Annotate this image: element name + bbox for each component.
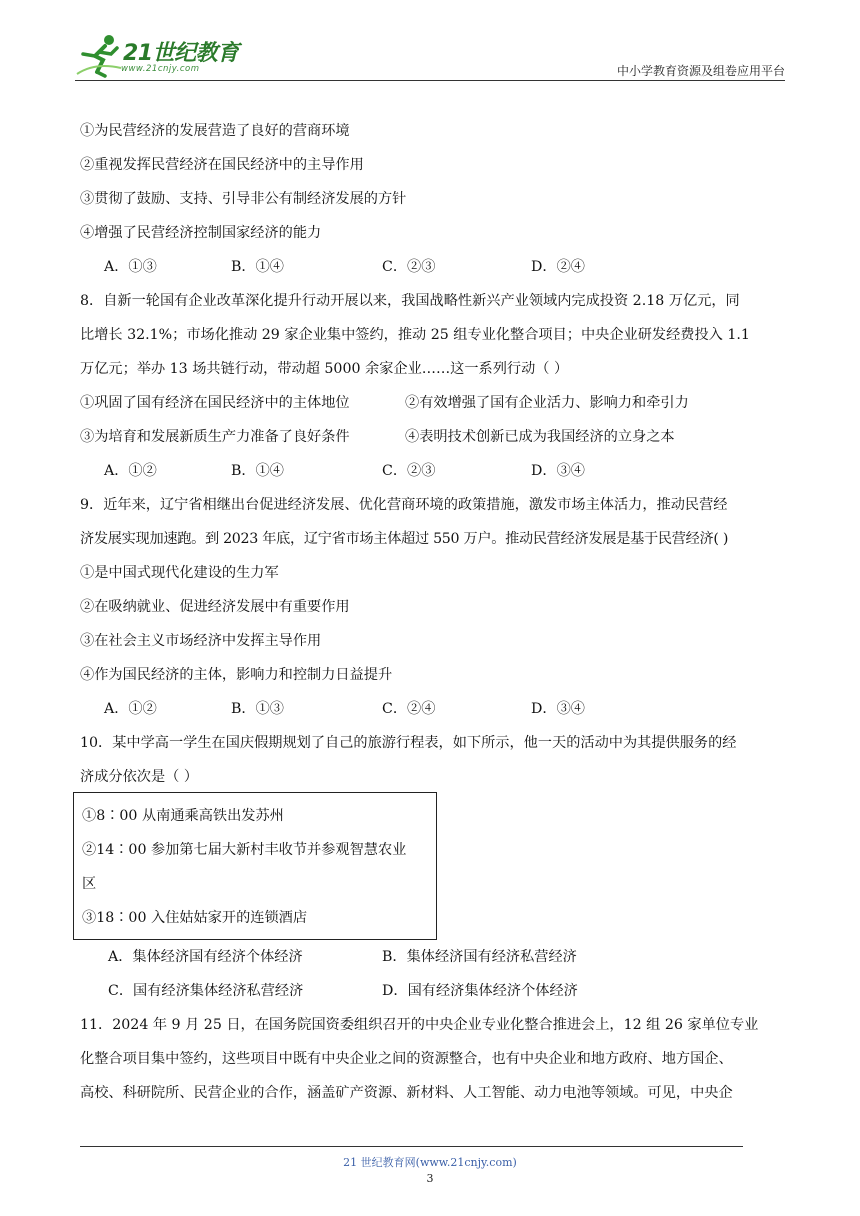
q9-option-c: C．②④ xyxy=(382,701,436,717)
q8-option-b: B．①④ xyxy=(231,463,284,479)
q10-option-b: B．集体经济国有经济私营经济 xyxy=(382,949,577,965)
footer-website[interactable]: 21 世纪教育网(www.21cnjy.com) xyxy=(343,1156,517,1169)
q8-statement-4: ④表明技术创新已成为我国经济的立身之本 xyxy=(405,429,675,445)
q8-option-c: C．②③ xyxy=(382,463,436,479)
platform-title: 中小学教育资源及组卷应用平台 xyxy=(616,64,785,78)
itinerary-item-2: ②14∶00 参加第七届大新村丰收节并参观智慧农业 xyxy=(82,842,407,858)
q9-statement-4: ④作为国民经济的主体，影响力和控制力日益提升 xyxy=(80,667,393,683)
runner-logo-icon xyxy=(75,32,125,78)
q7-option-a: A．①③ xyxy=(104,259,157,275)
q8-stem-line-2: 比增长 32.1%；市场化推动 29 家企业集中签约，推动 25 组专业化整合项目；中央企业研发经费投入 1.1 xyxy=(80,327,750,343)
q9-option-a: A．①② xyxy=(104,701,157,717)
page-number: 3 xyxy=(426,1172,434,1185)
itinerary-item-3: ③18∶00 入住姑姑家开的连锁酒店 xyxy=(82,910,308,926)
itinerary-box xyxy=(73,792,437,940)
q11-stem-line-1: 11．2024 年 9 月 25 日，在国务院国资委组织召开的中央企业专业化整合推进会上，12 组 26 家单位专业 xyxy=(80,1017,759,1033)
q10-option-a: A．集体经济国有经济个体经济 xyxy=(108,949,303,965)
q8-statement-1: ①巩固了国有经济在国民经济中的主体地位 xyxy=(80,395,350,411)
q11-stem-line-3: 高校、科研院所、民营企业的合作，涵盖矿产资源、新材料、人工智能、动力电池等领域。可见，中央企 xyxy=(80,1085,733,1101)
q8-option-d: D．③④ xyxy=(531,463,585,479)
itinerary-item-2-cont: 区 xyxy=(82,876,97,892)
q8-statement-3: ③为培育和发展新质生产力准备了良好条件 xyxy=(80,429,350,445)
page-header xyxy=(75,32,785,82)
q9-option-b: B．①③ xyxy=(231,701,284,717)
q7-statement-3: ③贯彻了鼓励、支持、引导非公有制经济发展的方针 xyxy=(80,191,407,207)
logo xyxy=(75,32,245,80)
logo-url: www.21cnjy.com xyxy=(121,64,200,74)
q10-option-d: D．国有经济集体经济个体经济 xyxy=(382,983,578,999)
q10-stem-line-1: 10．某中学高一学生在国庆假期规划了自己的旅游行程表，如下所示，他一天的活动中为其提供服务的经 xyxy=(80,735,737,751)
q9-statement-2: ②在吸纳就业、促进经济发展中有重要作用 xyxy=(80,599,350,615)
itinerary-item-1: ①8∶00 从南通乘高铁出发苏州 xyxy=(82,808,284,824)
q8-stem-line-1: 8．自新一轮国有企业改革深化提升行动开展以来，我国战略性新兴产业领域内完成投资 2.18 万亿元，同 xyxy=(80,293,740,309)
q11-stem-line-2: 化整合项目集中签约，这些项目中既有中央企业之间的资源整合，也有中央企业和地方政府、地方国企、 xyxy=(80,1051,733,1067)
q7-option-d: D．②④ xyxy=(531,259,585,275)
q9-statement-1: ①是中国式现代化建设的生力军 xyxy=(80,565,279,581)
q7-option-c: C．②③ xyxy=(382,259,436,275)
q9-option-d: D．③④ xyxy=(531,701,585,717)
q8-statement-2: ②有效增强了国有企业活力、影响力和牵引力 xyxy=(405,395,689,411)
q7-statement-4: ④增强了民营经济控制国家经济的能力 xyxy=(80,225,322,241)
q7-option-b: B．①④ xyxy=(231,259,284,275)
q9-stem-line-1: 9．近年来，辽宁省相继出台促进经济发展、优化营商环境的政策措施，激发市场主体活力，推动民营经 xyxy=(80,497,728,513)
q10-stem-line-2: 济成分依次是（ ） xyxy=(80,769,199,785)
q7-statement-2: ②重视发挥民营经济在国民经济中的主导作用 xyxy=(80,157,364,173)
q8-stem-line-3: 万亿元；举办 13 场共链行动，带动超 5000 余家企业……这一系列行动（ ） xyxy=(80,361,569,377)
header-divider xyxy=(75,80,785,81)
q9-stem-line-2: 济发展实现加速跑。到 2023 年底，辽宁省市场主体超过 550 万户。推动民营经济发展是基于民营经济( ) xyxy=(80,531,729,547)
q7-statement-1: ①为民营经济的发展营造了良好的营商环境 xyxy=(80,123,350,139)
q10-option-c: C．国有经济集体经济私营经济 xyxy=(108,983,304,999)
q9-statement-3: ③在社会主义市场经济中发挥主导作用 xyxy=(80,633,322,649)
footer-divider xyxy=(80,1146,743,1147)
logo-text: 21世纪教育 xyxy=(123,41,239,66)
q8-option-a: A．①② xyxy=(104,463,157,479)
